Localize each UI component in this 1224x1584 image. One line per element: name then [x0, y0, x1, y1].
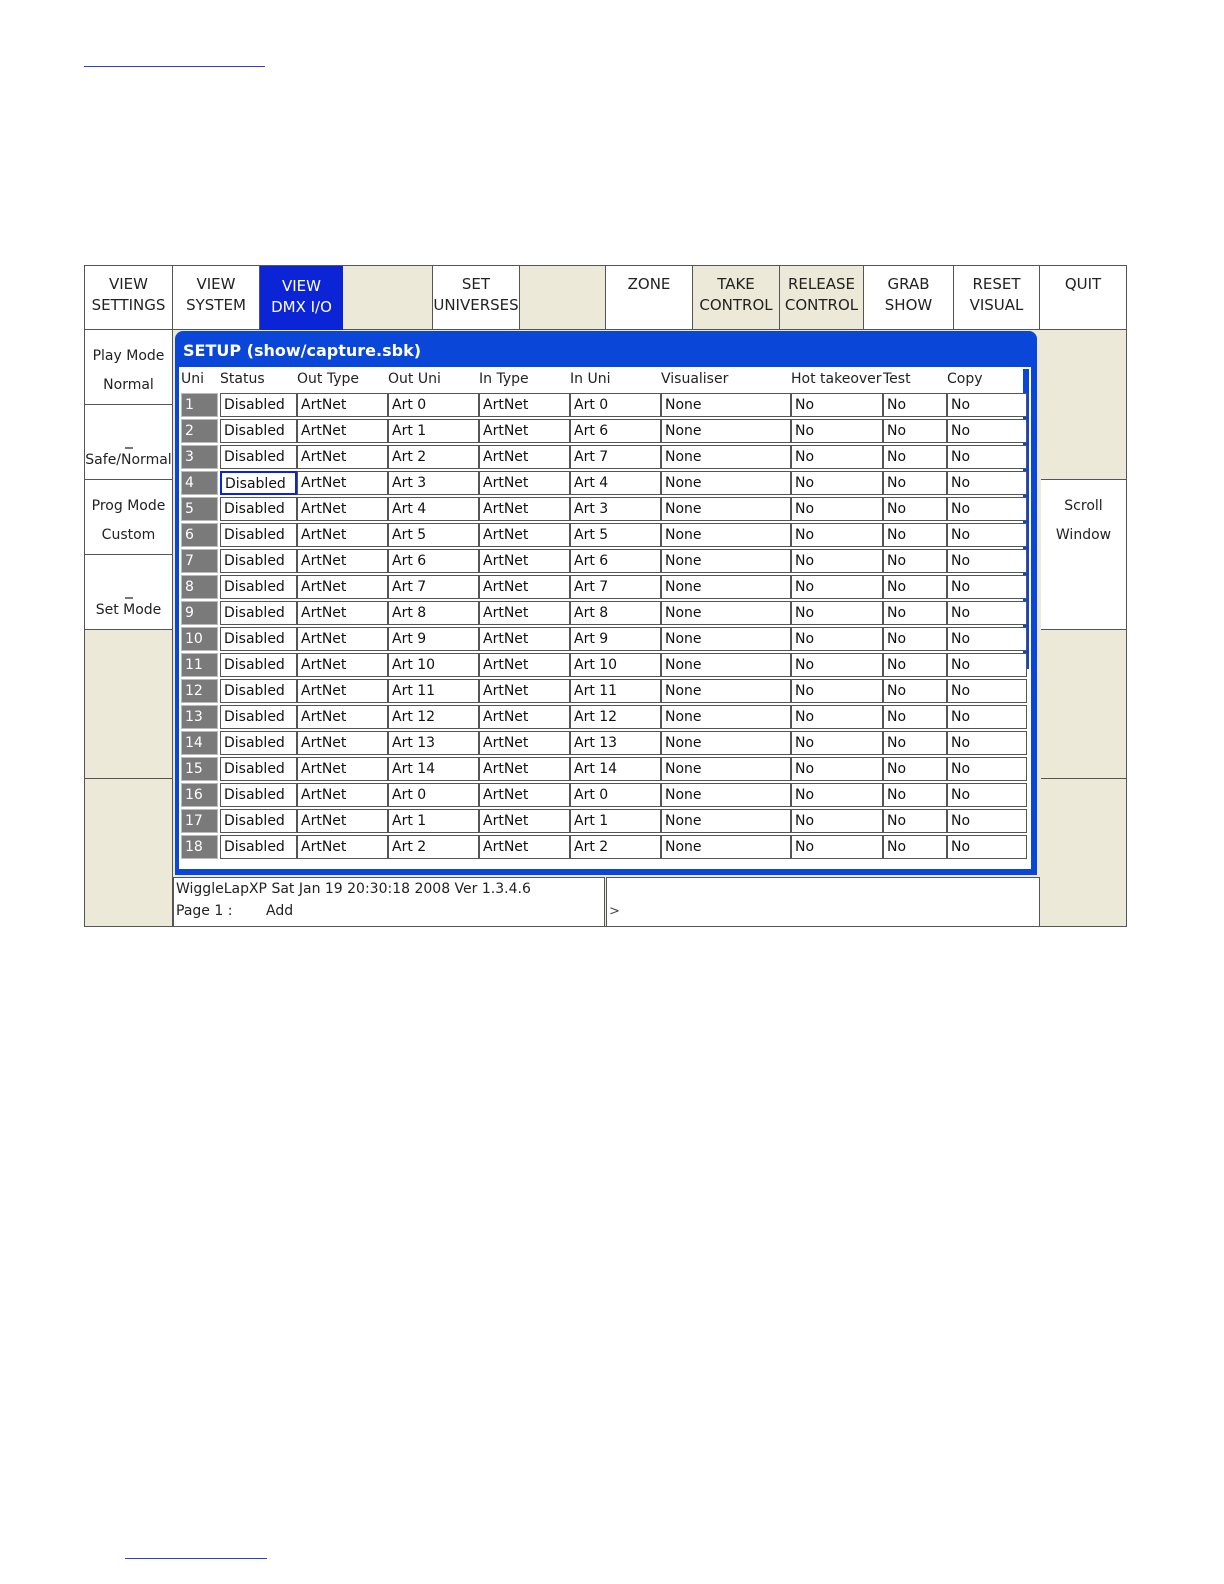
- table-cell-test[interactable]: No: [883, 471, 947, 495]
- table-cell-status[interactable]: Disabled: [220, 419, 297, 443]
- table-cell-hot-takeover[interactable]: No: [791, 445, 883, 469]
- column-header-in-type: In Type: [479, 371, 529, 387]
- table-cell-copy[interactable]: No: [947, 679, 1027, 703]
- setup-window: [175, 331, 1037, 875]
- column-header-visualiser: Visualiser: [661, 371, 729, 387]
- table-row: [179, 679, 1029, 705]
- table-cell-test[interactable]: No: [883, 523, 947, 547]
- table-cell-visualiser[interactable]: None: [661, 419, 791, 443]
- table-cell-copy[interactable]: No: [947, 601, 1027, 625]
- table-cell-test[interactable]: No: [883, 679, 947, 703]
- table-cell-visualiser[interactable]: None: [661, 705, 791, 729]
- command-prompt: >: [609, 904, 620, 919]
- table-cell-status[interactable]: Disabled: [220, 549, 297, 573]
- table-cell-out-uni[interactable]: Art 10: [388, 653, 479, 677]
- table-cell-status[interactable]: Disabled: [220, 575, 297, 599]
- toolbar-button-sublabel: SYSTEM: [186, 296, 246, 314]
- table-cell-copy[interactable]: No: [947, 445, 1027, 469]
- table-cell-test[interactable]: No: [883, 653, 947, 677]
- table-cell-in-type[interactable]: ArtNet: [479, 679, 570, 703]
- table-cell-test[interactable]: No: [883, 601, 947, 625]
- table-cell-status[interactable]: Disabled: [220, 445, 297, 469]
- table-cell-in-uni[interactable]: Art 6: [570, 419, 661, 443]
- toolbar-button-label: VIEW: [196, 275, 236, 293]
- table-row: [179, 471, 1029, 497]
- play-mode-button[interactable]: [85, 330, 173, 405]
- toolbar-button-label: TAKE: [717, 275, 755, 293]
- toolbar-blank-3-button[interactable]: [343, 266, 433, 330]
- toolbar-button-label: RESET: [972, 275, 1021, 293]
- toolbar-button-sublabel: VISUAL: [969, 296, 1024, 314]
- table-cell-hot-takeover[interactable]: No: [791, 731, 883, 755]
- table-cell-hot-takeover[interactable]: No: [791, 835, 883, 859]
- table-cell-out-type[interactable]: ArtNet: [297, 783, 388, 807]
- toolbar-button-sublabel: CONTROL: [784, 296, 859, 314]
- universe-number: 1: [181, 393, 218, 417]
- table-cell-hot-takeover[interactable]: No: [791, 497, 883, 521]
- table-cell-in-uni[interactable]: Art 8: [570, 601, 661, 625]
- table-row: [179, 757, 1029, 783]
- right-blank-button-2[interactable]: [1041, 630, 1127, 779]
- table-cell-copy[interactable]: No: [947, 653, 1027, 677]
- table-cell-visualiser[interactable]: None: [661, 627, 791, 651]
- table-row: [179, 575, 1029, 601]
- table-cell-in-type[interactable]: ArtNet: [479, 783, 570, 807]
- table-cell-visualiser[interactable]: None: [661, 575, 791, 599]
- table-cell-copy[interactable]: No: [947, 393, 1027, 417]
- table-cell-in-uni[interactable]: Art 0: [570, 393, 661, 417]
- table-row: [179, 705, 1029, 731]
- table-cell-hot-takeover[interactable]: No: [791, 575, 883, 599]
- table-cell-copy[interactable]: No: [947, 731, 1027, 755]
- column-header-test: Test: [883, 371, 911, 387]
- table-row: [179, 731, 1029, 757]
- table-cell-out-uni[interactable]: Art 9: [388, 627, 479, 651]
- universe-number: 12: [181, 679, 218, 703]
- table-cell-visualiser[interactable]: None: [661, 653, 791, 677]
- table-cell-in-uni[interactable]: Art 4: [570, 471, 661, 495]
- set-mode-button[interactable]: [85, 555, 173, 630]
- table-cell-out-uni[interactable]: Art 0: [388, 393, 479, 417]
- table-cell-visualiser[interactable]: None: [661, 679, 791, 703]
- table-cell-status[interactable]: Disabled: [220, 757, 297, 781]
- table-cell-out-type[interactable]: ArtNet: [297, 471, 388, 495]
- table-cell-out-uni[interactable]: Art 11: [388, 679, 479, 703]
- page-value: Add: [266, 903, 294, 919]
- table-cell-in-type[interactable]: ArtNet: [479, 601, 570, 625]
- universe-number: 2: [181, 419, 218, 443]
- table-row: [179, 549, 1029, 575]
- toolbar-button-label: ZONE: [627, 275, 671, 293]
- table-cell-status[interactable]: Disabled: [220, 497, 297, 521]
- table-cell-in-type[interactable]: ArtNet: [479, 393, 570, 417]
- table-cell-test[interactable]: No: [883, 783, 947, 807]
- table-cell-out-type[interactable]: ArtNet: [297, 835, 388, 859]
- prog-mode-button[interactable]: [85, 480, 173, 555]
- table-cell-out-type[interactable]: ArtNet: [297, 705, 388, 729]
- universe-number: 5: [181, 497, 218, 521]
- handle-icon: [125, 597, 133, 599]
- table-row: [179, 835, 1029, 861]
- toolbar-button-sublabel: CONTROL: [699, 296, 773, 314]
- table-cell-out-uni[interactable]: Art 6: [388, 549, 479, 573]
- table-cell-test[interactable]: No: [883, 757, 947, 781]
- table-cell-in-uni[interactable]: Art 12: [570, 705, 661, 729]
- toolbar-view-button[interactable]: [173, 266, 260, 330]
- table-cell-in-uni[interactable]: Art 0: [570, 783, 661, 807]
- window-label: Window: [1055, 527, 1112, 543]
- table-cell-visualiser[interactable]: None: [661, 731, 791, 755]
- table-cell-in-type[interactable]: ArtNet: [479, 653, 570, 677]
- toolbar-blank-5-button[interactable]: [520, 266, 606, 330]
- toolbar-button-label: QUIT: [1064, 275, 1102, 293]
- toolbar-view-button[interactable]: [260, 266, 343, 330]
- table-cell-copy[interactable]: No: [947, 471, 1027, 495]
- universe-number: 16: [181, 783, 218, 807]
- table-cell-status[interactable]: Disabled: [220, 523, 297, 547]
- table-cell-status[interactable]: Disabled: [220, 809, 297, 833]
- universe-number: 15: [181, 757, 218, 781]
- table-cell-in-type[interactable]: ArtNet: [479, 627, 570, 651]
- column-header-out-uni: Out Uni: [388, 371, 441, 387]
- table-cell-in-type[interactable]: ArtNet: [479, 731, 570, 755]
- table-cell-out-uni[interactable]: Art 3: [388, 471, 479, 495]
- table-row: [179, 419, 1029, 445]
- handle-icon: [125, 447, 133, 449]
- scroll-label: Scroll: [1064, 498, 1103, 514]
- column-header-hot-takeover: Hot takeover: [791, 371, 882, 387]
- toolbar-button-sublabel: DMX I/O: [271, 298, 332, 316]
- table-cell-test[interactable]: No: [883, 627, 947, 651]
- page-label: Page 1 :: [176, 903, 233, 919]
- toolbar-take-button[interactable]: [693, 266, 780, 330]
- toolbar-button-sublabel: SETTINGS: [91, 296, 166, 314]
- table-cell-hot-takeover[interactable]: No: [791, 809, 883, 833]
- table-cell-visualiser[interactable]: None: [661, 445, 791, 469]
- column-header-out-type: Out Type: [297, 371, 359, 387]
- table-cell-test[interactable]: No: [883, 731, 947, 755]
- table-cell-copy[interactable]: No: [947, 627, 1027, 651]
- safe-normal-button[interactable]: [85, 405, 173, 480]
- table-row: [179, 627, 1029, 653]
- table-cell-out-type[interactable]: ArtNet: [297, 627, 388, 651]
- table-cell-in-type[interactable]: ArtNet: [479, 757, 570, 781]
- toolbar-button-sublabel: SHOW: [884, 296, 933, 314]
- table-cell-in-type[interactable]: ArtNet: [479, 835, 570, 859]
- table-cell-in-uni[interactable]: Art 5: [570, 523, 661, 547]
- scroll-window-button[interactable]: [1041, 480, 1127, 630]
- table-cell-visualiser[interactable]: None: [661, 471, 791, 495]
- table-cell-in-type[interactable]: ArtNet: [479, 497, 570, 521]
- table-cell-hot-takeover[interactable]: No: [791, 471, 883, 495]
- table-cell-out-uni[interactable]: Art 0: [388, 783, 479, 807]
- table-cell-test[interactable]: No: [883, 549, 947, 573]
- table-cell-status[interactable]: Disabled: [220, 393, 297, 417]
- table-cell-status[interactable]: Disabled: [220, 627, 297, 651]
- toolbar-view-button[interactable]: [85, 266, 173, 330]
- toolbar-quit-button[interactable]: [1040, 266, 1127, 330]
- prog-mode-label: Prog Mode: [91, 498, 166, 514]
- toolbar-reset-button[interactable]: [954, 266, 1040, 330]
- table-cell-test[interactable]: No: [883, 705, 947, 729]
- table-cell-in-type[interactable]: ArtNet: [479, 523, 570, 547]
- command-line[interactable]: [606, 877, 1040, 927]
- toolbar-button-label: VIEW: [109, 275, 148, 293]
- table-cell-out-type[interactable]: ArtNet: [297, 445, 388, 469]
- column-header-copy: Copy: [947, 371, 983, 387]
- table-cell-out-uni[interactable]: Art 8: [388, 601, 479, 625]
- table-cell-in-uni[interactable]: Art 2: [570, 835, 661, 859]
- table-cell-out-type[interactable]: ArtNet: [297, 809, 388, 833]
- table-cell-in-type[interactable]: ArtNet: [479, 445, 570, 469]
- table-cell-in-uni[interactable]: Art 7: [570, 575, 661, 599]
- right-blank-button-1[interactable]: [1041, 330, 1127, 480]
- column-header-in-uni: In Uni: [570, 371, 611, 387]
- table-cell-test[interactable]: No: [883, 497, 947, 521]
- table-row: [179, 497, 1029, 523]
- table-cell-visualiser[interactable]: None: [661, 809, 791, 833]
- table-cell-in-uni[interactable]: Art 1: [570, 809, 661, 833]
- universe-number: 14: [181, 731, 218, 755]
- table-cell-test[interactable]: No: [883, 809, 947, 833]
- column-header-uni: Uni: [181, 371, 205, 387]
- table-cell-hot-takeover[interactable]: No: [791, 601, 883, 625]
- table-cell-status[interactable]: Disabled: [220, 679, 297, 703]
- universe-number: 9: [181, 601, 218, 625]
- table-cell-in-uni[interactable]: Art 11: [570, 679, 661, 703]
- table-cell-out-type[interactable]: ArtNet: [297, 653, 388, 677]
- table-cell-status[interactable]: Disabled: [220, 731, 297, 755]
- table-cell-visualiser[interactable]: None: [661, 783, 791, 807]
- table-cell-copy[interactable]: No: [947, 575, 1027, 599]
- table-cell-visualiser[interactable]: None: [661, 757, 791, 781]
- table-cell-test[interactable]: No: [883, 393, 947, 417]
- table-cell-copy[interactable]: No: [947, 835, 1027, 859]
- table-cell-out-uni[interactable]: Art 2: [388, 445, 479, 469]
- table-cell-hot-takeover[interactable]: No: [791, 757, 883, 781]
- table-cell-visualiser[interactable]: None: [661, 523, 791, 547]
- table-cell-out-uni[interactable]: Art 12: [388, 705, 479, 729]
- table-cell-out-type[interactable]: ArtNet: [297, 575, 388, 599]
- table-cell-hot-takeover[interactable]: No: [791, 627, 883, 651]
- table-cell-copy[interactable]: No: [947, 809, 1027, 833]
- toolbar-button-label: RELEASE: [788, 275, 855, 293]
- table-cell-status[interactable]: Disabled: [220, 783, 297, 807]
- universe-number: 6: [181, 523, 218, 547]
- play-mode-label: Play Mode: [92, 348, 165, 364]
- table-cell-status[interactable]: Disabled: [220, 653, 297, 677]
- universe-number: 3: [181, 445, 218, 469]
- table-cell-hot-takeover[interactable]: No: [791, 705, 883, 729]
- table-cell-status[interactable]: Disabled: [220, 471, 297, 495]
- table-cell-out-type[interactable]: ArtNet: [297, 679, 388, 703]
- table-cell-in-type[interactable]: ArtNet: [479, 419, 570, 443]
- table-row: [179, 445, 1029, 471]
- table-cell-visualiser[interactable]: None: [661, 601, 791, 625]
- console-app: [84, 265, 1127, 927]
- table-cell-status[interactable]: Disabled: [220, 601, 297, 625]
- table-cell-hot-takeover[interactable]: No: [791, 679, 883, 703]
- table-cell-visualiser[interactable]: None: [661, 835, 791, 859]
- table-cell-out-type[interactable]: ArtNet: [297, 419, 388, 443]
- table-cell-copy[interactable]: No: [947, 783, 1027, 807]
- table-cell-in-uni[interactable]: Art 9: [570, 627, 661, 651]
- table-cell-hot-takeover[interactable]: No: [791, 653, 883, 677]
- table-cell-status[interactable]: Disabled: [220, 835, 297, 859]
- universe-number: 7: [181, 549, 218, 573]
- table-cell-test[interactable]: No: [883, 575, 947, 599]
- table-cell-out-type[interactable]: ArtNet: [297, 523, 388, 547]
- table-cell-in-uni[interactable]: Art 10: [570, 653, 661, 677]
- table-cell-in-uni[interactable]: Art 7: [570, 445, 661, 469]
- right-blank-button-3[interactable]: [1041, 779, 1127, 927]
- table-cell-hot-takeover[interactable]: No: [791, 523, 883, 547]
- table-cell-copy[interactable]: No: [947, 419, 1027, 443]
- set-mode-label: Set Mode: [95, 602, 162, 618]
- toolbar-button-sublabel: UNIVERSES: [433, 296, 519, 314]
- bottom-rule: [125, 1558, 267, 1559]
- table-cell-in-uni[interactable]: Art 6: [570, 549, 661, 573]
- table-cell-out-uni[interactable]: Art 1: [388, 809, 479, 833]
- system-info: WiggleLapXP Sat Jan 19 20:30:18 2008 Ver 1.3.4.6: [176, 881, 531, 897]
- table-cell-out-type[interactable]: ArtNet: [297, 549, 388, 573]
- universe-number: 17: [181, 809, 218, 833]
- safe-normal-label: Safe/Normal: [85, 452, 172, 468]
- table-row: [179, 809, 1029, 835]
- table-row: [179, 653, 1029, 679]
- table-cell-in-type[interactable]: ArtNet: [479, 471, 570, 495]
- table-cell-copy[interactable]: No: [947, 705, 1027, 729]
- table-cell-test[interactable]: No: [883, 445, 947, 469]
- table-row: [179, 783, 1029, 809]
- table-row: [179, 393, 1029, 419]
- table-cell-in-type[interactable]: ArtNet: [479, 809, 570, 833]
- table-cell-visualiser[interactable]: None: [661, 393, 791, 417]
- table-cell-test[interactable]: No: [883, 835, 947, 859]
- toolbar-release-button[interactable]: [780, 266, 864, 330]
- table-cell-out-uni[interactable]: Art 7: [388, 575, 479, 599]
- table-cell-hot-takeover[interactable]: No: [791, 419, 883, 443]
- table-cell-in-type[interactable]: ArtNet: [479, 549, 570, 573]
- table-cell-out-uni[interactable]: Art 13: [388, 731, 479, 755]
- prog-mode-value: Custom: [101, 527, 156, 543]
- universe-number: 18: [181, 835, 218, 859]
- setup-window-title: SETUP (show/capture.sbk): [183, 341, 422, 360]
- table-cell-copy[interactable]: No: [947, 757, 1027, 781]
- table-cell-out-uni[interactable]: Art 4: [388, 497, 479, 521]
- table-cell-out-type[interactable]: ArtNet: [297, 497, 388, 521]
- table-cell-in-type[interactable]: ArtNet: [479, 705, 570, 729]
- status-bar: [173, 877, 605, 927]
- toolbar-zone-button[interactable]: [606, 266, 693, 330]
- table-cell-in-uni[interactable]: Art 3: [570, 497, 661, 521]
- table-cell-out-uni[interactable]: Art 2: [388, 835, 479, 859]
- table-cell-visualiser[interactable]: None: [661, 497, 791, 521]
- toolbar-grab-button[interactable]: [864, 266, 954, 330]
- column-header-status: Status: [220, 371, 265, 387]
- universe-number: 4: [181, 471, 218, 495]
- table-cell-status[interactable]: Disabled: [220, 705, 297, 729]
- universe-number: 13: [181, 705, 218, 729]
- universe-number: 10: [181, 627, 218, 651]
- table-cell-visualiser[interactable]: None: [661, 549, 791, 573]
- table-cell-out-type[interactable]: ArtNet: [297, 601, 388, 625]
- table-cell-out-uni[interactable]: Art 1: [388, 419, 479, 443]
- table-cell-copy[interactable]: No: [947, 523, 1027, 547]
- table-cell-in-type[interactable]: ArtNet: [479, 575, 570, 599]
- table-cell-hot-takeover[interactable]: No: [791, 783, 883, 807]
- toolbar-button-label: VIEW: [282, 277, 321, 295]
- table-cell-in-uni[interactable]: Art 13: [570, 731, 661, 755]
- table-row: [179, 523, 1029, 549]
- table-cell-out-type[interactable]: ArtNet: [297, 731, 388, 755]
- universe-number: 8: [181, 575, 218, 599]
- table-cell-test[interactable]: No: [883, 419, 947, 443]
- table-cell-copy[interactable]: No: [947, 549, 1027, 573]
- table-cell-out-type[interactable]: ArtNet: [297, 393, 388, 417]
- table-cell-hot-takeover[interactable]: No: [791, 549, 883, 573]
- universe-number: 11: [181, 653, 218, 677]
- toolbar-set-button[interactable]: [433, 266, 520, 330]
- table-cell-hot-takeover[interactable]: No: [791, 393, 883, 417]
- top-rule: [84, 66, 265, 67]
- table-cell-out-uni[interactable]: Art 14: [388, 757, 479, 781]
- table-cell-in-uni[interactable]: Art 14: [570, 757, 661, 781]
- setup-table: [179, 367, 1031, 869]
- table-cell-copy[interactable]: No: [947, 497, 1027, 521]
- left-blank-button-2[interactable]: [85, 779, 173, 927]
- table-cell-out-uni[interactable]: Art 5: [388, 523, 479, 547]
- toolbar-button-label: SET: [461, 275, 491, 293]
- table-cell-out-type[interactable]: ArtNet: [297, 757, 388, 781]
- left-blank-button-1[interactable]: [85, 630, 173, 779]
- play-mode-value: Normal: [103, 377, 154, 393]
- table-row: [179, 601, 1029, 627]
- toolbar-button-label: GRAB: [887, 275, 930, 293]
